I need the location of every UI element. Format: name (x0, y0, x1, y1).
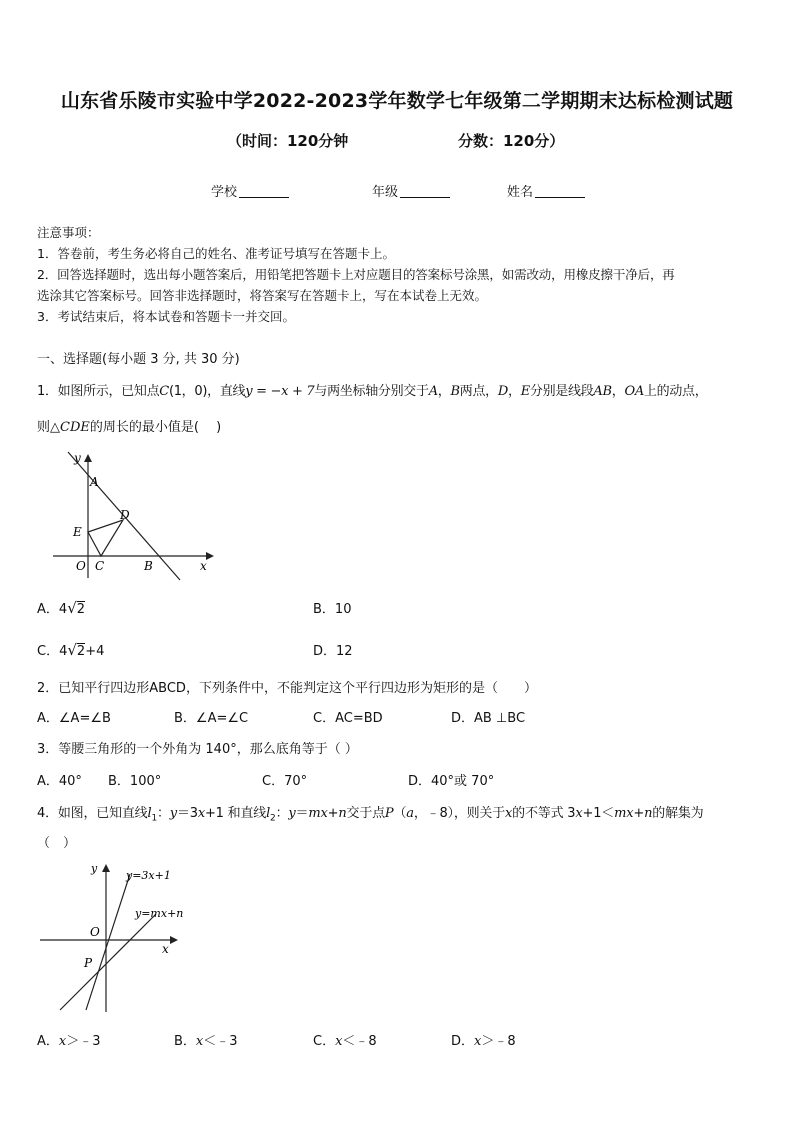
fig1-label-y: y (74, 451, 81, 465)
triangle-cde (88, 520, 123, 556)
q2-option-c[interactable]: C．AC=BD (313, 711, 383, 726)
fig1-label-o: O (76, 559, 86, 573)
fig1-label-b: B (144, 559, 153, 573)
line-l2 (60, 914, 156, 1010)
notes-item-2-cont: 选涂其它答案标号。回答非选择题时，将答案写在答题卡上，写在本试卷上无效。 (37, 288, 488, 303)
q1-option-b[interactable]: B．10 (313, 602, 352, 617)
q2-option-b[interactable]: B．∠A=∠C (174, 711, 249, 726)
line-l1 (86, 874, 130, 1010)
q4-option-d[interactable]: D．x＞﹣8 (451, 1034, 516, 1049)
q1-text: 1．如图所示，已知点C(1，0)，直线y = −x + 7与两坐标轴分别交于A，B两点，D，E分别是线段AB，OA上的动点， (37, 384, 708, 399)
q3-option-d[interactable]: D．40°或 70° (408, 774, 495, 789)
q3-text: 3．等腰三角形的一个外角为 140°，那么底角等于（ ） (37, 742, 358, 757)
q3-option-b[interactable]: B．100° (108, 774, 162, 789)
q4-option-a[interactable]: A．x＞﹣3 (37, 1034, 101, 1049)
q1-option-c[interactable]: C．4√2+4 (37, 641, 105, 659)
sqrt-sign: √ (67, 599, 77, 617)
school-label: 学校 (211, 185, 238, 200)
grade-blank[interactable] (400, 185, 450, 198)
q1-figure (48, 448, 218, 583)
q1-option-d[interactable]: D．12 (313, 644, 353, 659)
school-field (211, 181, 289, 200)
q4-option-b[interactable]: B．x＜﹣3 (174, 1034, 238, 1049)
q1-text-line2: 则△CDE的周长的最小值是( ) (37, 420, 222, 435)
y-axis-arrow (102, 864, 110, 872)
fig1-label-x: x (200, 559, 207, 573)
fig4-label-y: y (91, 862, 98, 875)
q2-option-a[interactable]: A．∠A=∠B (37, 711, 111, 726)
q2-option-d[interactable]: D．AB ⊥BC (451, 711, 526, 726)
notes-heading: 注意事项： (37, 225, 100, 240)
q1-option-a[interactable]: A．4√2 (37, 599, 86, 617)
exam-score: 分数：120分） (458, 132, 565, 150)
fig1-label-e: E (73, 525, 82, 539)
school-blank[interactable] (239, 185, 289, 198)
y-axis-arrow (84, 454, 92, 462)
q2-text: 2．已知平行四边形ABCD，下列条件中，不能判定这个平行四边形为矩形的是（ ） (37, 681, 537, 696)
q4-option-c[interactable]: C．x＜﹣8 (313, 1034, 377, 1049)
name-label: 姓名 (507, 185, 534, 200)
exam-title: 山东省乐陵市实验中学2022-2023学年数学七年级第二学期期末达标检测试题 (60, 90, 734, 112)
exam-time: （时间：120分钟 (227, 132, 349, 150)
fig1-label-a: A (90, 475, 99, 489)
fig4-label-o: O (90, 925, 100, 939)
fig1-label-c: C (95, 559, 105, 573)
x-axis-arrow (206, 552, 214, 560)
q4-figure (38, 860, 198, 1015)
notes-item-1: 1．答卷前，考生务必将自己的姓名、准考证号填写在答题卡上。 (37, 246, 395, 261)
fig4-label-l1: y=3x+1 (126, 869, 171, 882)
notes-item-2: 2．回答选择题时，选出每小题答案后，用铅笔把答题卡上对应题目的答案标号涂黑，如需改动，用橡皮擦干净后，再 (37, 267, 675, 282)
grade-label: 年级 (372, 185, 399, 200)
name-blank[interactable] (535, 185, 585, 198)
notes-item-3: 3．考试结束后，将本试卷和答题卡一并交回。 (37, 309, 295, 324)
q4-text: 4．如图，已知直线$l_1$：y＝3x+1 和直线$l_2$：y＝mx+n交于点P（a，﹣8），则关于x的不等式 3x+1＜mx+n的解集为 (37, 806, 704, 824)
fig4-label-x: x (162, 942, 169, 956)
name-field (507, 181, 585, 200)
x-axis-arrow (170, 936, 178, 944)
q3-option-c[interactable]: C．70° (262, 774, 308, 789)
sqrt-sign: √ (67, 641, 77, 659)
q4-text-line2: （ ） (37, 836, 77, 851)
grade-field (372, 181, 450, 200)
section-heading: 一、选择题(每小题 3 分, 共 30 分) (37, 352, 240, 367)
fig4-label-l2: y=mx+n (135, 907, 184, 920)
q3-option-a[interactable]: A．40° (37, 774, 82, 789)
fig4-label-p: P (84, 956, 93, 970)
fig1-label-d: D (120, 508, 130, 522)
